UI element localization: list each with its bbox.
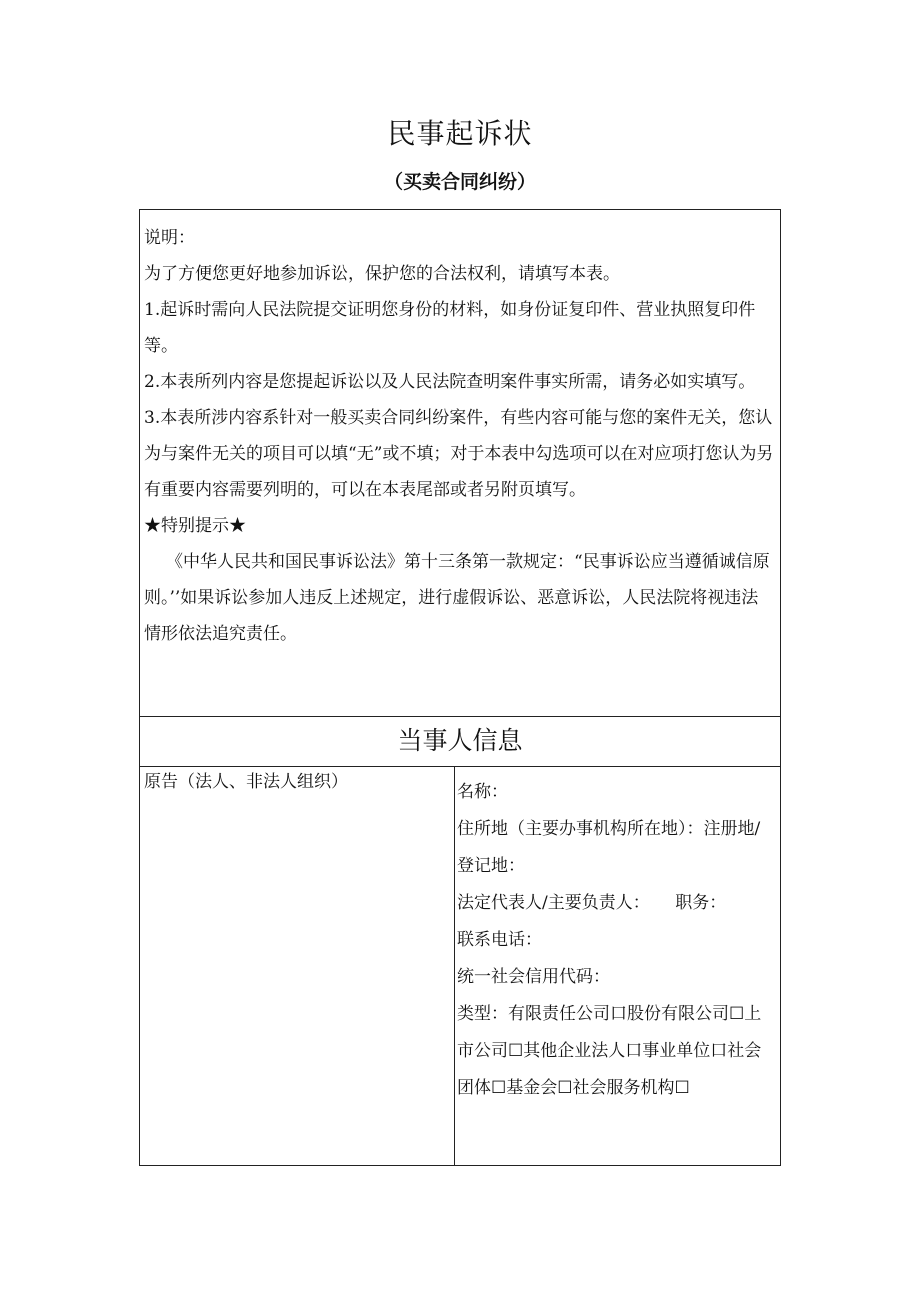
plaintiff-type-label: 原告（法人、非法人组织） <box>140 767 455 1165</box>
complaint-form-table <box>139 209 781 1166</box>
document-subtitle: （买卖合同纠纷） <box>383 171 536 193</box>
instructions-cell <box>140 210 780 717</box>
phone-field[interactable]: 联系电话： <box>457 930 542 950</box>
document-title: 民事起诉状 <box>387 117 533 150</box>
plaintiff-details-cell <box>455 767 780 1165</box>
name-field[interactable]: 名称： <box>457 782 508 802</box>
special-notice-text: 《中华人民共和国民事诉讼法》第十三条第一款规定：“民事诉讼应当遵循诚信原则。’’如果诉讼参加人违反上述规定，进行虚假诉讼、恶意诉讼，人民法院将视违法情形依法追究责任。 <box>144 552 770 644</box>
instructions-intro: 为了方便您更好地参加诉讼，保护您的合法权利，请填写本表。 <box>144 264 620 284</box>
entity-type-checkboxes[interactable]: 类型：有限责任公司口股份有限公司☐上市公司☐其他企业法人口事业单位口社会团体☐基金会☐社会服务机构☐ <box>457 1004 762 1098</box>
legal-representative-field[interactable]: 法定代表人/主要负责人： 职务： <box>457 893 727 913</box>
instructions-heading: 说明： <box>144 228 195 248</box>
credit-code-field[interactable]: 统一社会信用代码： <box>457 967 610 987</box>
special-notice-heading: ★特别提示★ <box>144 516 246 536</box>
instructions-item-2: 2.本表所列内容是您提起诉讼以及人民法院查明案件事实所需，请务必如实填写。 <box>144 372 756 392</box>
address-field[interactable]: 住所地（主要办事机构所在地）：注册地/登记地： <box>457 819 761 876</box>
instructions-item-3: 3.本表所涉内容系针对一般买卖合同纠纷案件，有些内容可能与您的案件无关，您认为与案件无关的项目可以填“无”或不填；对于本表中勾选项可以在对应项打您认为另有重要内容需要列明的，可以在本表尾部或者另附页填写。 <box>144 408 774 500</box>
instructions-item-1: 1.起诉时需向人民法院提交证明您身份的材料，如身份证复印件、营业执照复印件等。 <box>144 300 756 356</box>
party-info-title: 当事人信息 <box>140 717 780 767</box>
